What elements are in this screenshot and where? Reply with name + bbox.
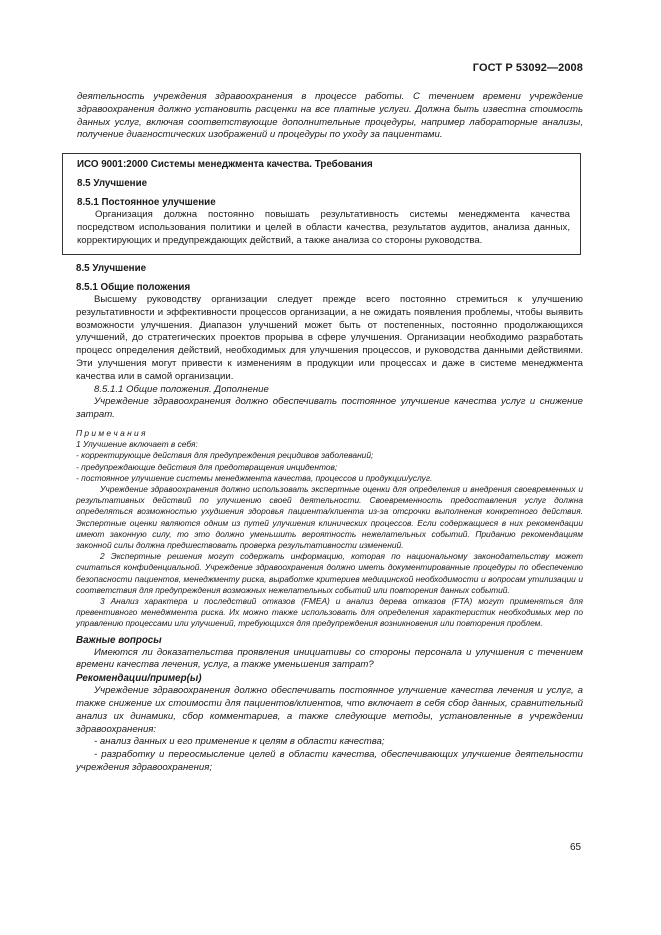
supplement-title: 8.5.1.1 Общие положения. Дополнение [94,383,269,395]
issues-text: Имеются ли доказательства проявления инициативы со стороны персонала и улучшения с течением времени качества лечения, услуг, а также уменьшения затрат? [76,646,583,671]
notes-block [76,428,583,630]
main-subsection-heading: 8.5.1 Общие положения [76,282,191,293]
issues-heading: Важные вопросы [76,634,162,646]
iso-box-text: Организация должна постоянно повышать результативность системы менеджмента качества посредством использования политики и целей в области качества, результатов аудитов, анализа данных, корректирующих и предупреждающих действий, а также анализа со стороны руководства. [77,209,570,246]
note-1-item: - постоянное улучшение системы менеджмента качества, процессов и продукции/услуг. [76,472,433,483]
note-1-item: - корректирующие действия для предупреждения рецидивов заболеваний; [76,450,374,461]
iso-quote-box [62,153,581,255]
intro-paragraph: деятельность учреждения здравоохранения в процессе работы. С течением времени учреждение здравоохранения должно установить расценки на все платные услуги. Должна быть известна стоимость данных услуг, включая соответствующие дополнительные процедуры, например лабораторные анализы, получение диагностических изображений и процедуры по уходу за пациентами. [77,91,583,141]
recommendation-item: - анализ данных и его применение к целям в области качества; [94,736,385,748]
iso-box-title: ИСО 9001:2000 Системы менеджмента качества. Требования [77,159,373,170]
iso-box-section: 8.5 Улучшение [77,178,148,189]
main-section-heading: 8.5 Улучшение [76,263,147,274]
recommendations-heading: Рекомендации/пример(ы) [76,673,202,685]
note-1-item: - предупреждающие действия для предотвращения инцидентов; [76,461,338,472]
note-3: 3 Анализ характера и последствий отказов (FMEA) и анализ дерева отказов (FTA) могут применяться для превентивного менеджмента риска. Их можно также использовать для определения характеристик необходимых мер по управлению процессами или улучшений, требующихся для предупреждения возникновения или повторения проблем. [76,596,583,629]
standard-header: ГОСТ Р 53092—2008 [472,62,583,74]
recommendations-text: Учреждение здравоохранения должно обеспечивать постоянное улучшение качества лечения и услуг, а также снижение их стоимости для пациентов/клиентов, что включает в себя сбор данных, сравнительный анализ их динамики, сбор комментариев, а также следующие методы, установленные в учреждении здравоохранения: [76,685,583,735]
iso-box-subsection: 8.5.1 Постоянное улучшение [77,197,216,208]
note-2: 2 Экспертные решения могут содержать информацию, которая по национальному законодательству может считаться конфиденциальной. Учреждение здравоохранения должно иметь документированные процедуры по обеспечению безопасности пациентов, менеджменту риска, выработке критериев медицинской необходимости и вопросам утилизации и соответствия для предупреждения возможных нежелательных событий или повторения данных событий. [76,551,583,595]
notes-heading: П р и м е ч а н и я [76,427,146,438]
supplement-text: Учреждение здравоохранения должно обеспечивать постоянное улучшение качества услуг и снижение затрат. [76,396,583,421]
recommendation-item: - разработку и переосмысление целей в области качества, обеспечивающих улучшение деятельности учреждения здравоохранения; [76,749,583,773]
note-1-intro: 1 Улучшение включает в себя: [76,439,198,450]
main-content [76,262,583,775]
note-1-text: Учреждение здравоохранения должно использовать экспертные оценки для определения и внедрения своевременных и результативных действий по улучшению своей деятельности. Своевременность предоставления услуг должна определяться возможностью ухудшения здоровья пациента/клиента из-за отсрочки выполнения конкретного действия. Экспертные оценки являются одним из путей улучшения клинических процессов. Если содержащиеся в них рекомендации имеют законную силу, то это должно уменьшить вероятность нежелательных событий. Приданию рекомендациям законной силы должна предшествовать проверка результативности изменений. [76,483,583,550]
main-paragraph: Высшему руководству организации следует прежде всего постоянно стремиться к улучшению результативности и эффективности процессов организации, а не ожидать появления проблемы, чтобы выявить возможности улучшения. Диапазон улучшений может быть от постепенных, постоянно продолжающихся улучшений, до стратегических проектов прорыва в сфере улучшения. Организации необходимо разработать процесс определения действий, необходимых для улучшения процессов, и руководства данными действиями. Эти улучшения могут привести к изменениям в продукции или процессах и даже в системе менеджмента качества или в самой организации. [76,294,583,382]
page-number: 65 [570,842,582,853]
